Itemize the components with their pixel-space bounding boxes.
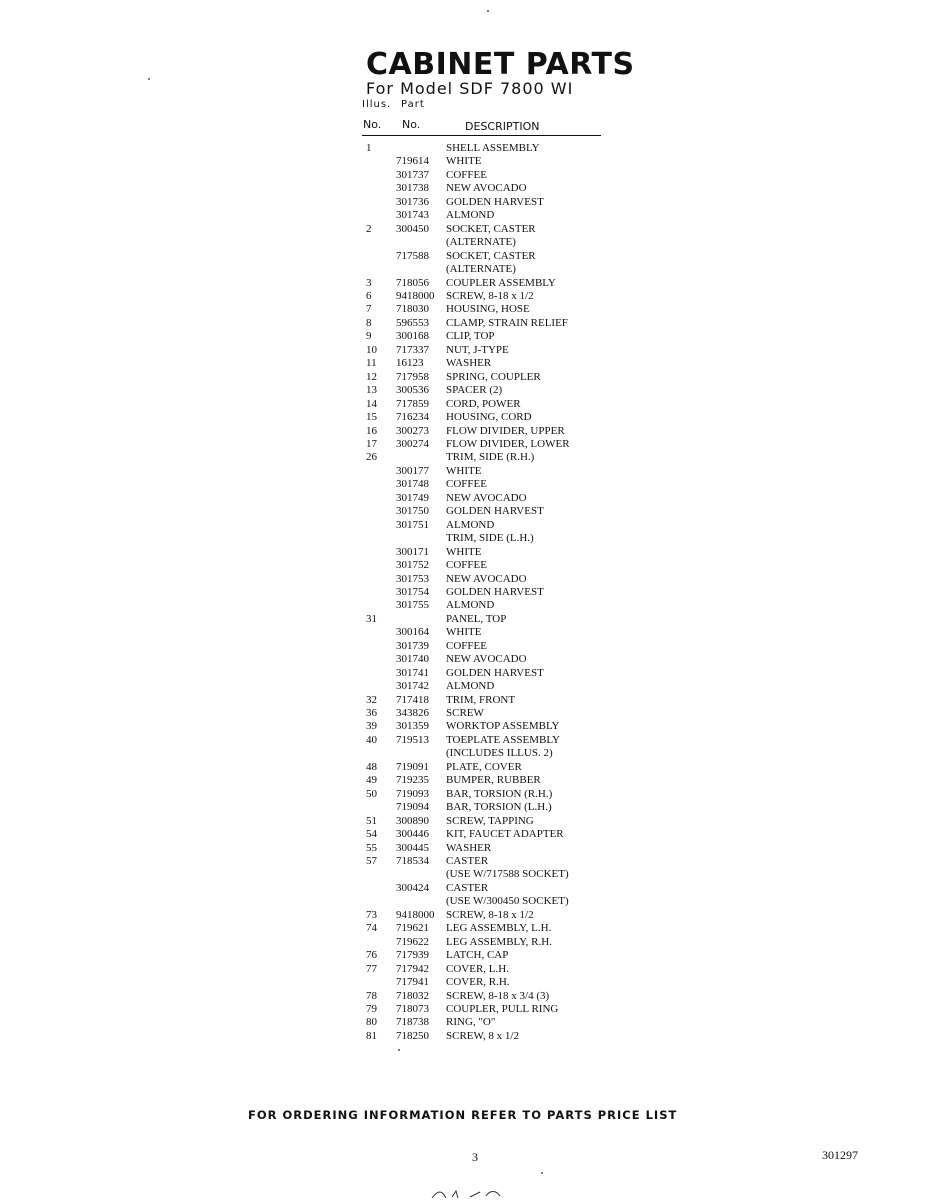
part-number: 717942	[396, 962, 429, 975]
illus-number: 13	[366, 384, 377, 397]
parts-row	[366, 532, 606, 545]
part-description: WHITE	[446, 545, 482, 558]
part-description: GOLDEN HARVEST	[446, 666, 544, 679]
parts-row	[366, 680, 606, 693]
illus-number: 1	[366, 142, 372, 154]
part-description: ALMOND	[446, 518, 495, 531]
parts-row	[366, 720, 606, 733]
parts-row	[366, 223, 606, 236]
parts-row	[366, 519, 606, 532]
part-description: SCREW	[446, 707, 484, 720]
illus-number: 32	[366, 693, 377, 706]
parts-row	[366, 761, 606, 774]
part-description: GOLDEN HARVEST	[446, 585, 544, 598]
page-title: CABINET PARTS	[366, 47, 635, 82]
illus-number	[366, 196, 396, 209]
part-description: SPRING, COUPLER	[446, 370, 541, 383]
part-number	[396, 747, 446, 760]
part-number: 301750	[396, 505, 429, 518]
handwritten-mark	[430, 1188, 520, 1200]
part-description: SCREW, 8 x 1/2	[446, 1029, 519, 1042]
part-description: BUMPER, RUBBER	[446, 774, 541, 787]
parts-row	[366, 922, 606, 935]
parts-row	[366, 774, 606, 787]
part-number: 300890	[396, 814, 429, 827]
part-description: PLATE, COVER	[446, 760, 522, 773]
parts-row	[366, 640, 606, 653]
document-number: 301297	[822, 1148, 858, 1162]
part-number: 300445	[396, 841, 429, 854]
part-number: 719622	[396, 935, 429, 948]
illus-number: 80	[366, 1016, 377, 1029]
part-number: 300446	[396, 828, 429, 841]
part-number: 300177	[396, 464, 429, 477]
parts-row	[366, 425, 606, 438]
part-description: (USE W/300450 SOCKET)	[446, 895, 569, 908]
illus-number	[366, 640, 396, 653]
part-description: FLOW DIVIDER, LOWER	[446, 437, 570, 450]
scan-speck	[398, 1049, 400, 1051]
part-number: 301741	[396, 666, 429, 679]
illus-number: 11	[366, 357, 377, 370]
part-number: 301738	[396, 182, 429, 195]
parts-row	[366, 182, 606, 195]
part-number: 300450	[396, 222, 429, 235]
illus-number: 6	[366, 289, 372, 302]
column-header-illus-top: Illus.	[362, 99, 392, 110]
parts-row	[366, 1003, 606, 1016]
part-description: LATCH, CAP	[446, 949, 509, 962]
part-number: 717958	[396, 370, 429, 383]
illus-number	[366, 478, 396, 491]
parts-row	[366, 707, 606, 720]
part-number: 301359	[396, 720, 429, 733]
illus-number: 76	[366, 949, 377, 962]
column-header-part-top: Part	[401, 99, 425, 110]
parts-row	[366, 451, 606, 464]
part-description: PANEL, TOP	[446, 612, 507, 625]
part-description: SCREW, TAPPING	[446, 814, 534, 827]
part-description: SCREW, 8-18 x 1/2	[446, 289, 534, 302]
illus-number: 12	[366, 370, 377, 383]
parts-row	[366, 734, 606, 747]
illus-number: 40	[366, 733, 377, 746]
part-description: SCREW, 8-18 x 1/2	[446, 908, 534, 921]
parts-row	[366, 868, 606, 881]
illus-number	[366, 801, 396, 814]
part-number: 301739	[396, 639, 429, 652]
parts-row	[366, 303, 606, 316]
illus-number	[366, 465, 396, 478]
part-number	[396, 868, 446, 881]
part-number: 301737	[396, 168, 429, 181]
parts-row	[366, 142, 606, 155]
part-description: COFFEE	[446, 478, 487, 491]
parts-row	[366, 155, 606, 168]
part-description: FLOW DIVIDER, UPPER	[446, 424, 565, 437]
part-description: WASHER	[446, 357, 492, 370]
ordering-note: FOR ORDERING INFORMATION REFER TO PARTS PRICE LIST	[248, 1108, 678, 1122]
part-number: 716234	[396, 411, 429, 424]
parts-row	[366, 371, 606, 384]
part-description: GOLDEN HARVEST	[446, 505, 544, 518]
part-number: 301749	[396, 491, 429, 504]
part-description: WHITE	[446, 155, 482, 168]
part-number: 301736	[396, 195, 429, 208]
part-description: COUPLER ASSEMBLY	[446, 276, 556, 289]
part-number: 301755	[396, 599, 429, 612]
illus-number	[366, 155, 396, 168]
illus-number: 26	[366, 451, 377, 464]
illus-number	[366, 546, 396, 559]
part-number: 719091	[396, 760, 429, 773]
part-number: 300168	[396, 330, 429, 343]
parts-row	[366, 357, 606, 370]
illus-number: 10	[366, 343, 377, 356]
part-description: (INCLUDES ILLUS. 2)	[446, 747, 553, 760]
illus-number	[366, 182, 396, 195]
illus-number	[366, 263, 396, 276]
illus-number	[366, 626, 396, 639]
model-subtitle: For Model SDF 7800 WI	[366, 79, 574, 98]
part-number: 9418000	[396, 289, 435, 302]
part-number: 717941	[396, 976, 429, 989]
part-number: 717418	[396, 693, 429, 706]
part-description: CASTER	[446, 881, 489, 894]
part-number: 301748	[396, 478, 429, 491]
part-number: 343826	[396, 707, 429, 720]
part-description: TRIM, SIDE (R.H.)	[446, 451, 535, 464]
part-description: NEW AVOCADO	[446, 572, 527, 585]
illus-number	[366, 976, 396, 989]
part-number: 718534	[396, 855, 429, 868]
illus-number: 36	[366, 707, 377, 720]
parts-row	[366, 1030, 606, 1043]
parts-row	[366, 842, 606, 855]
part-number	[396, 236, 446, 249]
illus-number	[366, 532, 396, 545]
parts-row	[366, 747, 606, 760]
part-number: 718073	[396, 1003, 429, 1015]
part-description: NEW AVOCADO	[446, 491, 527, 504]
illus-number: 17	[366, 437, 377, 450]
part-description: SOCKET, CASTER	[446, 222, 536, 235]
part-number: 301752	[396, 559, 429, 572]
illus-number	[366, 936, 396, 949]
part-number: 717588	[396, 249, 429, 262]
illus-number: 14	[366, 397, 377, 410]
part-number: 718030	[396, 303, 429, 316]
parts-row	[366, 788, 606, 801]
part-description: SHELL ASSEMBLY	[446, 142, 540, 154]
parts-row	[366, 196, 606, 209]
part-description: SOCKET, CASTER	[446, 249, 536, 262]
parts-row	[366, 236, 606, 249]
part-number: 300171	[396, 545, 429, 558]
parts-row	[366, 505, 606, 518]
illus-number: 78	[366, 989, 377, 1002]
column-header-part-no: No.	[402, 118, 421, 131]
parts-row	[366, 828, 606, 841]
part-number	[396, 263, 446, 276]
parts-row	[366, 330, 606, 343]
part-description: NUT, J-TYPE	[446, 343, 509, 356]
illus-number	[366, 895, 396, 908]
parts-row	[366, 546, 606, 559]
parts-row	[366, 801, 606, 814]
illus-number	[366, 209, 396, 222]
part-number: 717859	[396, 397, 429, 410]
header-rule	[362, 135, 601, 136]
part-number: 300424	[396, 881, 429, 894]
illus-number	[366, 868, 396, 881]
illus-number	[366, 250, 396, 263]
part-description: LEG ASSEMBLY, L.H.	[446, 922, 552, 935]
illus-number	[366, 586, 396, 599]
parts-row	[366, 936, 606, 949]
part-number: 301740	[396, 653, 429, 666]
illus-number	[366, 505, 396, 518]
part-number: 300164	[396, 626, 429, 639]
parts-list	[366, 142, 606, 1043]
parts-row	[366, 815, 606, 828]
parts-row	[366, 384, 606, 397]
illus-number: 74	[366, 922, 377, 935]
parts-row	[366, 626, 606, 639]
illus-number	[366, 169, 396, 182]
part-description: COFFEE	[446, 168, 487, 181]
part-number: 719621	[396, 922, 429, 935]
part-description: LEG ASSEMBLY, R.H.	[446, 935, 552, 948]
part-description: WHITE	[446, 464, 482, 477]
illus-number: 77	[366, 962, 377, 975]
illus-number: 9	[366, 330, 372, 343]
illus-number: 54	[366, 828, 377, 841]
part-description: BAR, TORSION (L.H.)	[446, 801, 552, 814]
parts-row	[366, 976, 606, 989]
part-number: 301742	[396, 680, 429, 693]
part-number	[396, 895, 446, 908]
illus-number	[366, 519, 396, 532]
parts-row	[366, 1016, 606, 1029]
part-description: WORKTOP ASSEMBLY	[446, 720, 560, 733]
part-description: COFFEE	[446, 559, 487, 572]
part-number	[396, 451, 446, 464]
part-description: NEW AVOCADO	[446, 182, 527, 195]
part-number: 717337	[396, 343, 429, 356]
parts-row	[366, 990, 606, 1003]
part-description: COFFEE	[446, 639, 487, 652]
illus-number	[366, 667, 396, 680]
parts-row	[366, 694, 606, 707]
parts-row	[366, 344, 606, 357]
parts-row	[366, 398, 606, 411]
parts-row	[366, 277, 606, 290]
parts-row	[366, 263, 606, 276]
part-description: CASTER	[446, 855, 489, 868]
part-description: (ALTERNATE)	[446, 263, 516, 276]
part-description: NEW AVOCADO	[446, 653, 527, 666]
parts-row	[366, 559, 606, 572]
parts-row	[366, 909, 606, 922]
illus-number	[366, 680, 396, 693]
part-description: BAR, TORSION (R.H.)	[446, 787, 553, 800]
part-description: COUPLER, PULL RING	[446, 1003, 559, 1015]
scan-speck	[148, 78, 150, 80]
illus-number	[366, 236, 396, 249]
parts-row	[366, 895, 606, 908]
parts-row	[366, 478, 606, 491]
part-description: TRIM, SIDE (L.H.)	[446, 532, 534, 545]
part-number: 718056	[396, 276, 429, 289]
illus-number: 2	[366, 222, 372, 235]
illus-number: 8	[366, 316, 372, 329]
part-number: 301743	[396, 209, 429, 222]
part-number: 717939	[396, 949, 429, 962]
parts-row	[366, 290, 606, 303]
illus-number	[366, 882, 396, 895]
illus-number: 49	[366, 774, 377, 787]
part-description: ALMOND	[446, 599, 495, 612]
part-number: 718738	[396, 1016, 429, 1029]
illus-number	[366, 599, 396, 612]
illus-number: 31	[366, 612, 377, 625]
illus-number: 81	[366, 1029, 377, 1042]
illus-number: 3	[366, 276, 372, 289]
parts-row	[366, 209, 606, 222]
part-number: 9418000	[396, 908, 435, 921]
parts-row	[366, 438, 606, 451]
illus-number: 15	[366, 411, 377, 424]
part-number: 596553	[396, 316, 429, 329]
illus-number: 79	[366, 1003, 377, 1015]
part-number: 719094	[396, 801, 429, 814]
column-header-illus-no: No.	[363, 118, 382, 131]
illus-number: 16	[366, 424, 377, 437]
illus-number: 7	[366, 303, 372, 316]
illus-number: 57	[366, 855, 377, 868]
part-description: ALMOND	[446, 680, 495, 693]
part-number	[396, 142, 446, 155]
part-description: CORD, POWER	[446, 397, 521, 410]
illus-number: 48	[366, 760, 377, 773]
parts-row	[366, 586, 606, 599]
part-description: TRIM, FRONT	[446, 693, 516, 706]
part-description: COVER, R.H.	[446, 976, 510, 989]
parts-row	[366, 613, 606, 626]
part-number: 300273	[396, 424, 429, 437]
parts-row	[366, 653, 606, 666]
parts-row	[366, 573, 606, 586]
parts-row	[366, 317, 606, 330]
part-description: HOUSING, CORD	[446, 411, 532, 424]
part-number: 719614	[396, 155, 429, 168]
part-number: 719235	[396, 774, 429, 787]
page-number: 3	[472, 1150, 478, 1164]
parts-row	[366, 250, 606, 263]
part-description: HOUSING, HOSE	[446, 303, 530, 316]
part-number: 719093	[396, 787, 429, 800]
part-description: TOEPLATE ASSEMBLY	[446, 733, 560, 746]
illus-number	[366, 559, 396, 572]
illus-number	[366, 573, 396, 586]
parts-row	[366, 949, 606, 962]
part-description: CLIP, TOP	[446, 330, 495, 343]
parts-row	[366, 882, 606, 895]
scan-speck	[487, 10, 489, 12]
part-number	[396, 532, 446, 545]
part-description: KIT, FAUCET ADAPTER	[446, 828, 564, 841]
illus-number	[366, 492, 396, 505]
part-description: (ALTERNATE)	[446, 236, 516, 249]
illus-number: 39	[366, 720, 377, 733]
parts-row	[366, 169, 606, 182]
part-description: WASHER	[446, 841, 492, 854]
parts-row	[366, 492, 606, 505]
illus-number: 50	[366, 787, 377, 800]
part-description: CLAMP, STRAIN RELIEF	[446, 316, 568, 329]
parts-row	[366, 411, 606, 424]
part-description: SCREW, 8-18 x 3/4 (3)	[446, 989, 550, 1002]
part-description: COVER, L.H.	[446, 962, 509, 975]
illus-number: 51	[366, 814, 377, 827]
part-description: RING, "O"	[446, 1016, 496, 1029]
part-number	[396, 613, 446, 626]
parts-row	[366, 963, 606, 976]
column-header-description: DESCRIPTION	[465, 120, 540, 133]
part-description: (USE W/717588 SOCKET)	[446, 868, 569, 881]
illus-number: 73	[366, 908, 377, 921]
part-number: 300536	[396, 384, 429, 397]
part-number: 301751	[396, 518, 429, 531]
scan-speck	[541, 1172, 543, 1174]
illus-number	[366, 747, 396, 760]
part-number: 719513	[396, 733, 429, 746]
part-description: ALMOND	[446, 209, 495, 222]
part-description: WHITE	[446, 626, 482, 639]
part-number: 718032	[396, 989, 429, 1002]
parts-row	[366, 855, 606, 868]
parts-row	[366, 667, 606, 680]
part-number: 301753	[396, 572, 429, 585]
illus-number: 55	[366, 841, 377, 854]
part-description: GOLDEN HARVEST	[446, 195, 544, 208]
part-number: 16123	[396, 357, 424, 370]
part-number: 718250	[396, 1029, 429, 1042]
part-number: 300274	[396, 437, 429, 450]
part-description: SPACER (2)	[446, 384, 503, 397]
parts-row	[366, 465, 606, 478]
parts-row	[366, 599, 606, 612]
part-number: 301754	[396, 585, 429, 598]
illus-number	[366, 653, 396, 666]
